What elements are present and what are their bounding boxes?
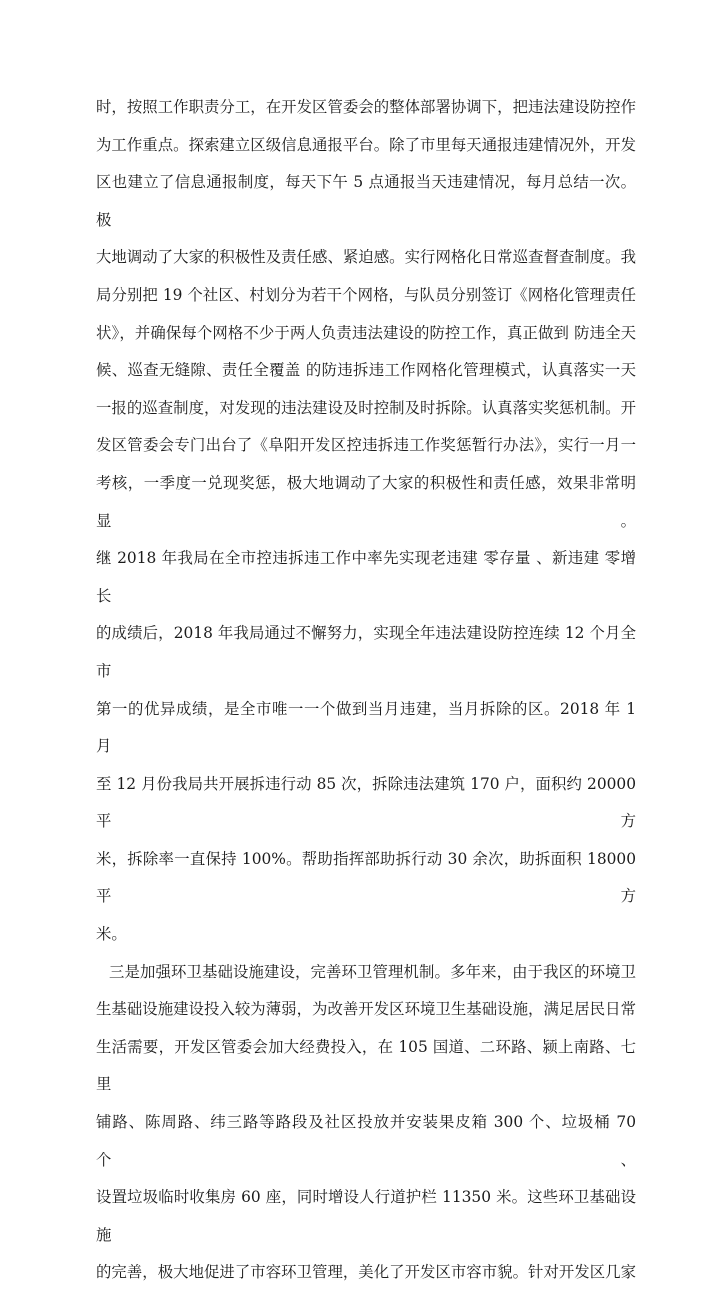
text-line: 考核，一季度一兑现奖惩，极大地调动了大家的积极性和责任感，效果非常明显。 — [96, 473, 636, 530]
text-line: 生活需要，开发区管委会加大经费投入，在 105 国道、二环路、颍上南路、七里 — [96, 1037, 636, 1094]
text-line: 为工作重点。探索建立区级信息通报平台。除了市里每天通报违建情况外，开发 — [96, 135, 636, 154]
text-line: 生基础设施建设投入较为薄弱，为改善开发区环境卫生基础设施，满足居民日常 — [96, 1000, 636, 1019]
text-line: 候、巡查无缝隙、责任全覆盖 的防违拆违工作网格化管理模式，认真落实一天 — [96, 361, 636, 380]
text-line: 米，拆除率一直保持 100%。帮助指挥部助拆行动 30 余次，助拆面积 18000 平方 — [96, 849, 636, 906]
text-line: 铺路、陈周路、纬三路等路段及社区投放并安装果皮箱 300 个、垃圾桶 70 个、 — [96, 1113, 636, 1169]
text-line: 发区管委会专门出台了《阜阳开发区控违拆违工作奖惩暂行办法》，实行一月一 — [96, 436, 636, 455]
text-line: 三是加强环卫基础设施建设，完善环卫管理机制。多年来，由于我区的环境卫 — [109, 962, 636, 981]
document-body — [96, 89, 636, 1292]
text-line: 第一的优异成绩，是全市唯一一个做到当月违建，当月拆除的区。2018 年 1 月 — [96, 699, 636, 756]
text-line: 米。 — [96, 925, 127, 944]
text-line: 设置垃圾临时收集房 60 座，同时增设人行道护栏 11350 米。这些环卫基础设施 — [96, 1188, 636, 1244]
text-line: 的完善，极大地促进了市容环卫管理，美化了开发区市容市貌。针对开发区几家 — [96, 1263, 636, 1282]
text-line: 至 12 月份我局共开展拆违行动 85 次，拆除违法建筑 170 户，面积约 20000 平方 — [96, 774, 636, 831]
text-line: 时，按照工作职责分工，在开发区管委会的整体部署协调下，把违法建设防控作 — [96, 98, 636, 116]
text-line: 继 2018 年我局在全市控违拆违工作中率先实现老违建 零存量 、新违建 零增长 — [96, 549, 636, 605]
text-line: 的成绩后，2018 年我局通过不懈努力，实现全年违法建设防控连续 12 个月全市 — [96, 624, 636, 680]
text-line: 状》，并确保每个网格不少于两人负责违法建设的防控工作，真正做到 防违全天 — [96, 323, 636, 342]
text-line: 区也建立了信息通报制度，每天下午 5 点通报当天违建情况，每月总结一次。极 — [96, 173, 636, 229]
text-line: 大地调动了大家的积极性及责任感、紧迫感。实行网格化日常巡查督查制度。我 — [96, 248, 636, 267]
text-line: 一报的巡查制度，对发现的违法建设及时控制及时拆除。认真落实奖惩机制。开 — [96, 398, 636, 417]
text-line: 局分别把 19 个社区、村划分为若干个网格，与队员分别签订《网格化管理责任 — [96, 285, 636, 304]
